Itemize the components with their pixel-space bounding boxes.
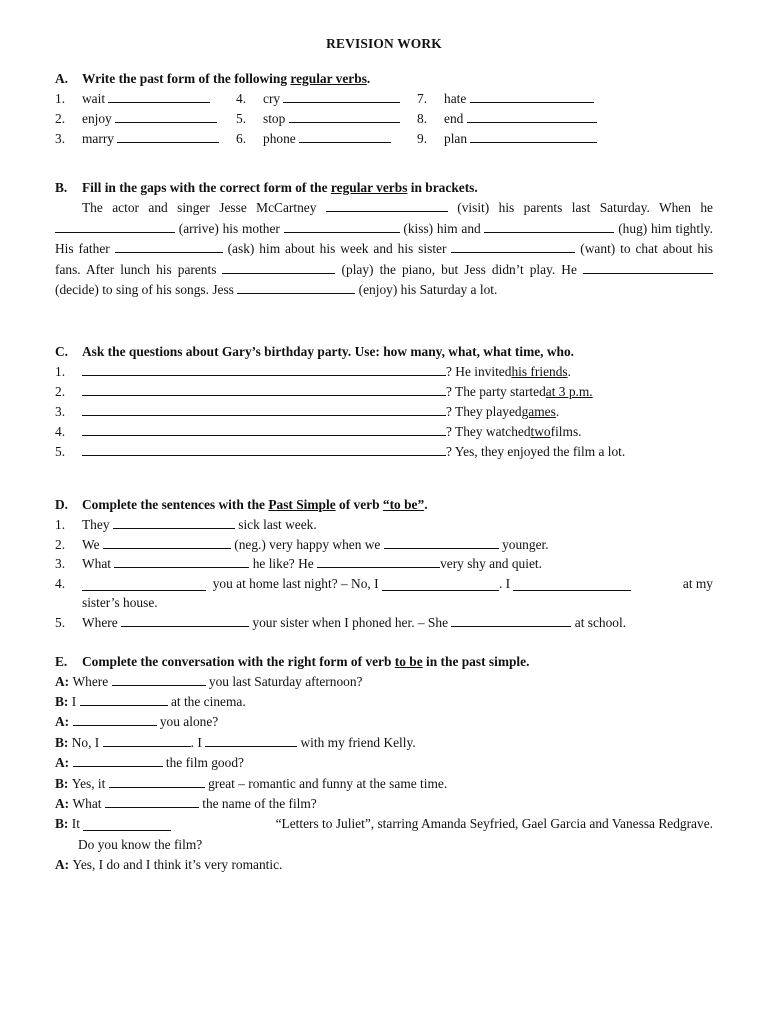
answer-blank[interactable] (513, 577, 631, 591)
answer-blank[interactable] (80, 692, 168, 706)
page-title: REVISION WORK (326, 36, 442, 51)
answer-blank[interactable] (451, 239, 575, 253)
question-row: 2. ? The party started at 3 p.m. (55, 383, 593, 399)
answer-blank[interactable] (205, 733, 297, 747)
answer-blank[interactable] (467, 109, 597, 123)
section-d-sentences (55, 515, 713, 633)
question-row: 5. ? Yes, they enjoyed the film a lot. (55, 443, 626, 459)
section-b-paragraph: The actor and singer Jesse McCartney (visit) his parents last Saturday. When he (arrive) his mother (kiss) him and (hug) him tightly. His father (ask) him about his week and his sister (want) to chat about his fans. After lunch his parents (play) the piano, but Jess didn’t play. He (decide) to sing of his songs. Jess (enjoy) his Saturday a lot. (55, 200, 713, 298)
dialogue-line: A: What the name of the film? (55, 795, 317, 811)
sentence-row: 2. We (neg.) very happy when we younger. (55, 536, 549, 552)
answer-blank[interactable] (470, 129, 597, 143)
answer-blank[interactable] (114, 554, 249, 568)
answer-blank[interactable] (470, 89, 594, 103)
answer-blank[interactable] (115, 239, 223, 253)
verb-row: 3. marry 6. phone 9. plan (55, 129, 713, 149)
answer-blank[interactable] (583, 260, 713, 274)
answer-blank[interactable] (484, 219, 614, 233)
answer-blank[interactable] (283, 89, 400, 103)
answer-blank[interactable] (115, 109, 217, 123)
answer-blank[interactable] (451, 613, 571, 627)
answer-blank[interactable] (289, 109, 400, 123)
section-b-heading: B. Fill in the gaps with the correct form of the regular verbs in brackets. (55, 180, 478, 195)
answer-blank[interactable] (113, 515, 235, 529)
section-a-heading: A. Write the past form of the following regular verbs. (55, 71, 371, 86)
dialogue-line: B: Yes, it great – romantic and funny at the same time. (55, 775, 448, 791)
answer-blank[interactable] (82, 422, 446, 436)
dialogue-line: A: Yes, I do and I think it’s very romantic. (55, 857, 283, 873)
answer-blank[interactable] (83, 817, 171, 831)
answer-blank[interactable] (103, 535, 231, 549)
answer-blank[interactable] (82, 577, 206, 591)
answer-blank[interactable] (112, 672, 206, 686)
answer-blank[interactable] (382, 577, 499, 591)
answer-blank[interactable] (82, 402, 446, 416)
dialogue-line: A: Where you last Saturday afternoon? (55, 673, 363, 689)
section-c-questions (55, 362, 713, 462)
answer-blank[interactable] (73, 712, 157, 726)
answer-blank[interactable] (82, 442, 446, 456)
dialogue-line: B: It “Letters to Juliet”, starring Amanda Seyfried, Gael Garcia and Vanessa Redgrave. (55, 816, 713, 832)
dialogue-line: A: the film good? (55, 755, 244, 771)
answer-blank[interactable] (73, 753, 163, 767)
sentence-row: 3. What he like? He very shy and quiet. (55, 556, 542, 572)
sentence-row: 1. They sick last week. (55, 516, 317, 532)
answer-blank[interactable] (284, 219, 400, 233)
section-d-heading: D. Complete the sentences with the Past Simple of verb “to be”. (55, 496, 428, 512)
question-row: 1. ? He invited his friends . (55, 363, 571, 379)
sentence-row: 4. you at home last night? – No, I . I at my (55, 575, 713, 591)
answer-blank[interactable] (117, 129, 219, 143)
answer-blank[interactable] (108, 89, 210, 103)
answer-blank[interactable] (222, 260, 335, 274)
question-row: 3. ? They played games . (55, 403, 560, 419)
answer-blank[interactable] (121, 613, 249, 627)
section-e-conversation (55, 672, 713, 876)
verb-row: 1. wait 4. cry 7. hate (55, 89, 713, 109)
answer-blank[interactable] (326, 198, 448, 212)
answer-blank[interactable] (105, 794, 199, 808)
section-e-heading: E. Complete the conversation with the right form of verb to be in the past simple. (55, 653, 530, 669)
dialogue-line: B: No, I . I with my friend Kelly. (55, 734, 416, 750)
question-row: 4. ? They watched two films. (55, 423, 582, 439)
answer-blank[interactable] (55, 219, 175, 233)
answer-blank[interactable] (82, 362, 446, 376)
section-a-verbs (55, 89, 713, 149)
answer-blank[interactable] (299, 129, 391, 143)
sentence-row: 5. Where your sister when I phoned her. – She at school. (55, 614, 627, 630)
answer-blank[interactable] (237, 280, 355, 294)
answer-blank[interactable] (109, 774, 205, 788)
verb-row: 2. enjoy 5. stop 8. end (55, 109, 713, 129)
answer-blank[interactable] (82, 382, 446, 396)
sentence-row: sister’s house. (82, 595, 158, 611)
section-c-heading: C. Ask the questions about Gary’s birthday party. Use: how many, what, what time, who. (55, 343, 575, 359)
answer-blank[interactable] (317, 554, 440, 568)
answer-blank[interactable] (384, 535, 499, 549)
worksheet (55, 34, 713, 876)
dialogue-line-continued: Do you know the film? (78, 836, 203, 852)
dialogue-line: B: I at the cinema. (55, 693, 246, 709)
answer-blank[interactable] (103, 733, 191, 747)
dialogue-line: A: you alone? (55, 714, 219, 730)
